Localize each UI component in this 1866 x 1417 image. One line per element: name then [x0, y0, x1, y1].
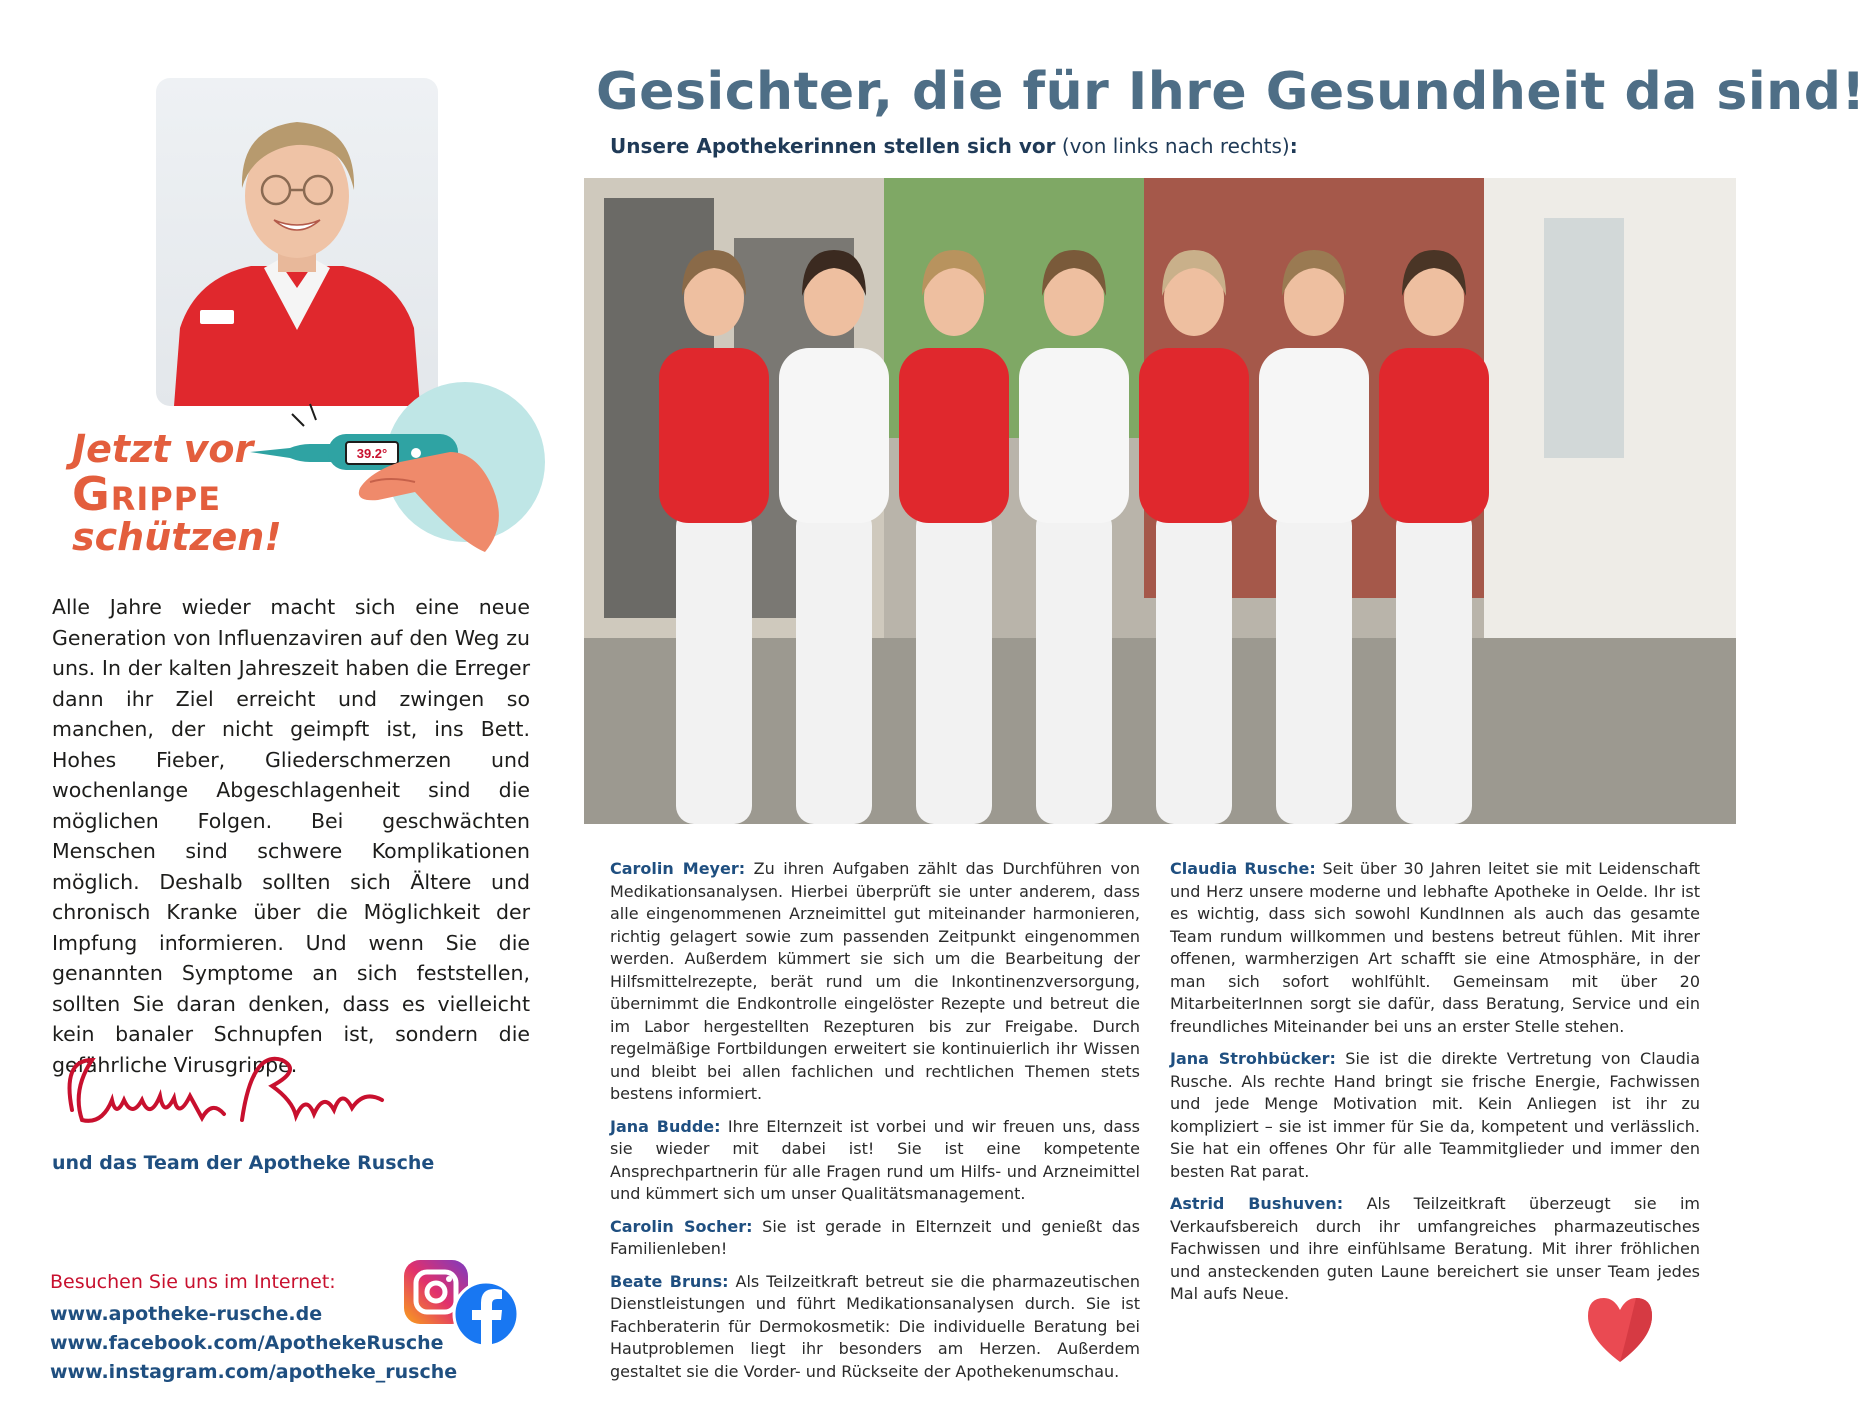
heart-icon — [1580, 1290, 1660, 1370]
social-icons — [400, 1258, 520, 1348]
flu-campaign-title: Jetzt vor Grippe schützen! — [72, 427, 282, 560]
bio-carolin-meyer: Carolin Meyer: Zu ihren Aufgaben zählt das Durchführen von Medikationsanalysen. Hierbei überprüft sie unter anderem, dass alle eingenommenen Arzneimittel gut miteinander harmonieren, richtig gelagert sowie zum passenden Zeitpunkt eingenommen werden. Außerdem kümmert sie sich um die Bearbeitung der Hilfsmittelrezepte, berät rund um die Inkontinenzversorgung, übernimmt die Endkontrolle eingelöster Rezepte und betreut die im Labor hergestellten Rezepturen bis zur Freigabe. Durch regelmäßige Fortbildungen erweitert sie kontinuierlich ihr Wissen und bleibt bei allen fachlichen und rechtlichen Themen stets bestens informiert. — [610, 859, 1141, 1103]
bio-carolin-socher: Carolin Socher: Sie ist gerade in Elternzeit und genießt das Familienleben! — [610, 1216, 1140, 1258]
bio-beate-bruns: Beate Bruns: Als Teilzeitkraft betreut sie die pharmazeutischen Dienstleistungen und führt Medikationsanalysen durch. Sie ist Fachberaterin für Dermokosmetik: Die individuelle Beratung bei Hautproblemen liegt ihr besonders am Herzen. Außerdem gestaltet sie die Vorder- und Rückseite der Apothekenumschau. — [610, 1271, 1141, 1381]
bios-column-left — [610, 858, 1140, 1393]
flu-intro-text: Alle Jahre wieder macht sich eine neue Generation von Influenzaviren auf den Weg zu uns. In der kalten Jahreszeit haben die Erreger dann ihr Ziel erreicht und zwingen so manchen, der nicht geimpft ist, ins Bett. Hohes Fieber, Gliederschmerzen und wochenlange Abgeschlagenheit sind die möglichen Folgen. Bei geschwächten Menschen sind schwere Komplikationen möglich. Deshalb sollten sich Ältere und chronisch Kranke über die Möglichkeit der Impfung informieren. Und wenn Sie die genannten Symptome an sich feststellen, sollten Sie daran denken, dass es vielleicht kein banaler Schnupfen ist, sondern die gefährliche Virusgrippe. — [52, 595, 530, 1077]
instagram-link[interactable]: www.instagram.com/apotheke_rusche — [50, 1361, 458, 1383]
bio-jana-budde: Jana Budde: Ihre Elternzeit ist vorbei und wir freuen uns, dass sie wieder mit dabei ist! Sie ist eine kompetente Ansprechpartnerin für alle Fragen rund um Hilfs- und Arzneimittel und kümmert sich um unser Qualitätsmanagement. — [610, 1116, 1140, 1203]
website-link[interactable]: www.apotheke-rusche.de — [50, 1303, 323, 1325]
subtitle: Unsere Apothekerinnen stellen sich vor (von links nach rechts): — [610, 134, 1298, 158]
page-title: Gesichter, die für Ihre Gesundheit da sind! — [596, 62, 1866, 122]
bio-astrid-bushuven: Astrid Bushuven: Als Teilzeitkraft überzeugt sie im Verkaufsbereich durch ihr umfangreiches pharmazeutisches Fachwissen und ihre einfühlsame Beratung. Mit ihrer fröhlichen und ansteckenden guten Laune bereichert sie unser Team jedes Mal aufs Neue. — [1170, 1194, 1700, 1303]
bio-jana-strohbuecker: Jana Strohbücker: Sie ist die direkte Vertretung von Claudia Rusche. Als rechte Hand bringt sie frische Energie, Fachwissen und jede Menge Motivation mit. Kein Anliegen ist ihr zu kompliziert – sie ist immer für Sie da, kompetent und verlässlich. Sie hat ein offenes Ohr für alle Teammitglieder und immer den besten Rat parat. — [1170, 1049, 1700, 1181]
facebook-link[interactable]: www.facebook.com/ApothekeRusche — [50, 1332, 444, 1354]
team-line: und das Team der Apotheke Rusche — [52, 1152, 435, 1174]
bios-column-right — [1170, 858, 1700, 1316]
flu-campaign-graphic — [72, 427, 492, 590]
web-links — [50, 1300, 457, 1387]
facebook-icon[interactable] — [454, 1282, 518, 1346]
signature — [52, 1030, 392, 1140]
visit-label: Besuchen Sie uns im Internet: — [50, 1271, 336, 1293]
thermometer-icon — [250, 392, 570, 592]
team-photo — [584, 178, 1736, 824]
owner-portrait — [156, 78, 438, 406]
thermometer-reading: 39.2° — [356, 446, 388, 461]
bio-claudia-rusche: Claudia Rusche: Seit über 30 Jahren leitet sie mit Leidenschaft und Herz unsere moderne und lebhafte Apotheke in Oelde. Ihr ist es wichtig, dass sich sowohl KundInnen als auch das gesamte Team rundum willkommen und bestens betreut fühlen. Mit ihrer offenen, warmherzigen Art schafft sie eine Atmosphäre, in der man sich sofort wohlfühlt. Gemeinsam mit über 20 MitarbeiterInnen sorgt sie dafür, dass Beratung, Service und ein freundliches Miteinander bei uns an erster Stelle stehen. — [1170, 859, 1700, 1036]
